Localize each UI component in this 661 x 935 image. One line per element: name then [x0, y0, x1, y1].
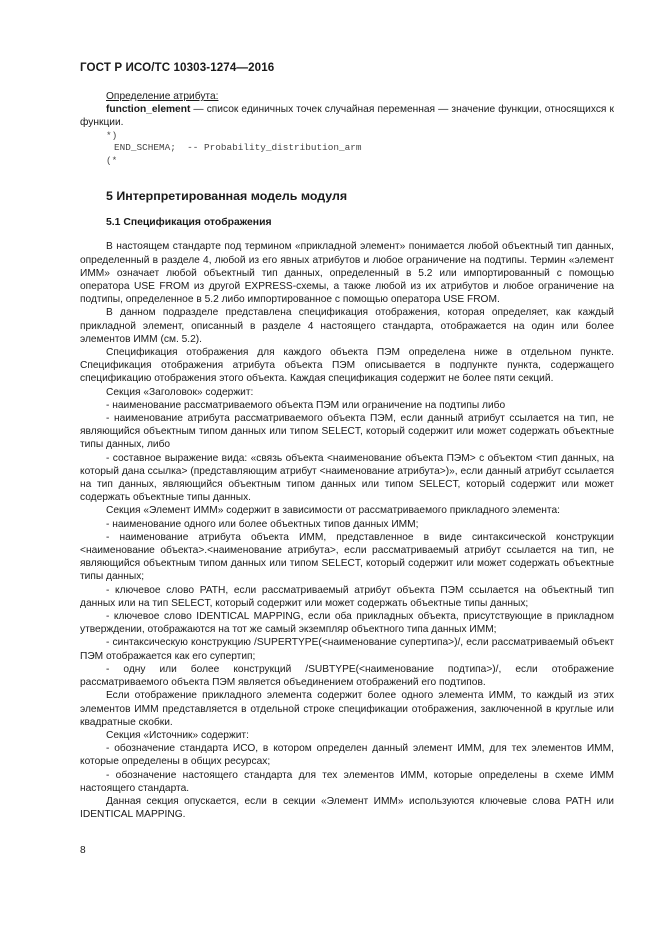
attribute-definition [80, 103, 614, 129]
document-header: ГОСТ Р ИСО/ТС 10303-1274—2016 [80, 61, 275, 74]
list-item: - синтаксическую конструкцию /SUPERTYPE(<наименование супертипа>)/, если рассматриваемый объект ПЭМ отображается как его супертип; [80, 637, 614, 662]
paragraph: Секция «Источник» содержит: [106, 729, 249, 741]
subsection-heading: 5.1 Спецификация отображения [106, 217, 272, 229]
attribute-definition-label [80, 90, 614, 103]
list-item: - ключевое слово IDENTICAL MAPPING, если оба прикладных объекта, присутствующие в прикладном утверждении, отображаются на тот же самый экземпляр объектного типа данных ИММ; [80, 611, 614, 636]
code-line-2: END_SCHEMA; -- Probability_distribution_arm [114, 142, 362, 154]
list-item: - наименование одного или более объектных типов данных ИММ; [106, 518, 419, 530]
document-body [80, 90, 614, 821]
paragraph: В настоящем стандарте под термином «прикладной элемент» понимается любой объектный тип данных, определенный в разделе 4, любой из его явных атрибутов и любое ограничение на подтипы. Термин «элемент ИММ» означает любой объектный тип данных, определенный в 5.2 или импортированный с помощью оператора USE FROM из другой EXPRESS-схемы, а также любой из их атрибутов и любое ограничение на подтипы, определенное в 5.2 либо импортированное с помощью оператора USE FROM. [80, 241, 614, 306]
paragraph: Если отображение прикладного элемента содержит более одного элемента ИММ, то каждый из этих элементов ИММ представляется в отдельной строке спецификации отображения, заключенной в круглые или квадратные скобки. [80, 690, 614, 728]
attribute-term: function_element [106, 104, 191, 116]
list-item: - ключевое слово PATH, если рассматриваемый атрибут объекта ПЭМ ссылается на объектный тип данных или на тип SELECT, который содержит или может содержать объектные типы данных; [80, 584, 614, 609]
list-item: - наименование атрибута рассматриваемого объекта ПЭМ, если данный атрибут ссылается на тип, не являющийся объектным типом данных или типом SELECT, который содержит или может содержать объектные типы данных, либо [80, 413, 614, 451]
list-item: - наименование рассматриваемого объекта ПЭМ или ограничение на подтипы либо [106, 399, 506, 411]
code-line-1: *) [106, 129, 118, 141]
page-number: 8 [80, 845, 86, 856]
section-heading: 5 Интерпретированная модель модуля [106, 189, 348, 204]
paragraph: Данная секция опускается, если в секции «Элемент ИММ» используются ключевые слова PATH или IDENTICAL MAPPING. [80, 795, 614, 821]
list-item: - обозначение настоящего стандарта для тех элементов ИММ, которые определены в схеме ИММ настоящего стандарта. [80, 769, 614, 794]
paragraph: Секция «Заголовок» содержит: [106, 386, 254, 398]
paragraph: Секция «Элемент ИММ» содержит в зависимости от рассматриваемого прикладного элемента: [106, 505, 560, 517]
list-item: - наименование атрибута объекта ИММ, представленное в виде синтаксической конструкции <наименование объекта>.<наименование атрибута>, если рассматриваемый атрибут ссылается на тип, не являющийся объектным типом данных или типом SELECT, который содержит или может содержать объектные типы данных; [80, 531, 614, 583]
list-item: - составное выражение вида: «связь объекта <наименование объекта ПЭМ> с объектом <тип данных, на который дана ссылка> (представляющим атрибут <наименование атрибута>)», если данный атрибут ссылается на тип данных, являющийся объектным типом данных или типом SELECT, который содержит или может содержать объектные типы данных. [80, 452, 614, 504]
list-item: - одну или более конструкций /SUBTYPE(<наименование подтипа>)/, если отображение рассматриваемого объекта ПЭМ является объединением отображений его подтипов. [80, 663, 614, 689]
list-item: - обозначение стандарта ИСО, в котором определен данный элемент ИММ, для тех элементов ИММ, которые определены в общих ресурсах; [80, 743, 614, 768]
attribute-definition-heading: Определение атрибута: [106, 91, 219, 102]
paragraph: В данном подразделе представлена спецификация отображения, которая определяет, как каждый прикладной элемент, описанный в разделе 4 настоящего стандарта, отображается на один или более элементов ИММ (см. 5.2). [80, 307, 614, 345]
paragraph: Спецификация отображения для каждого объекта ПЭМ определена ниже в отдельном пункте. Спецификация отображения атрибута объекта ПЭМ описывается в подпункте пункта, содержащего спецификацию отображения этого объекта. Каждая спецификация содержит не более пяти секций. [80, 347, 614, 385]
code-line-3: (* [106, 154, 118, 166]
attribute-description: — список единичных точек случайная переменная — значение функции, относящихся к функции. [80, 104, 614, 129]
